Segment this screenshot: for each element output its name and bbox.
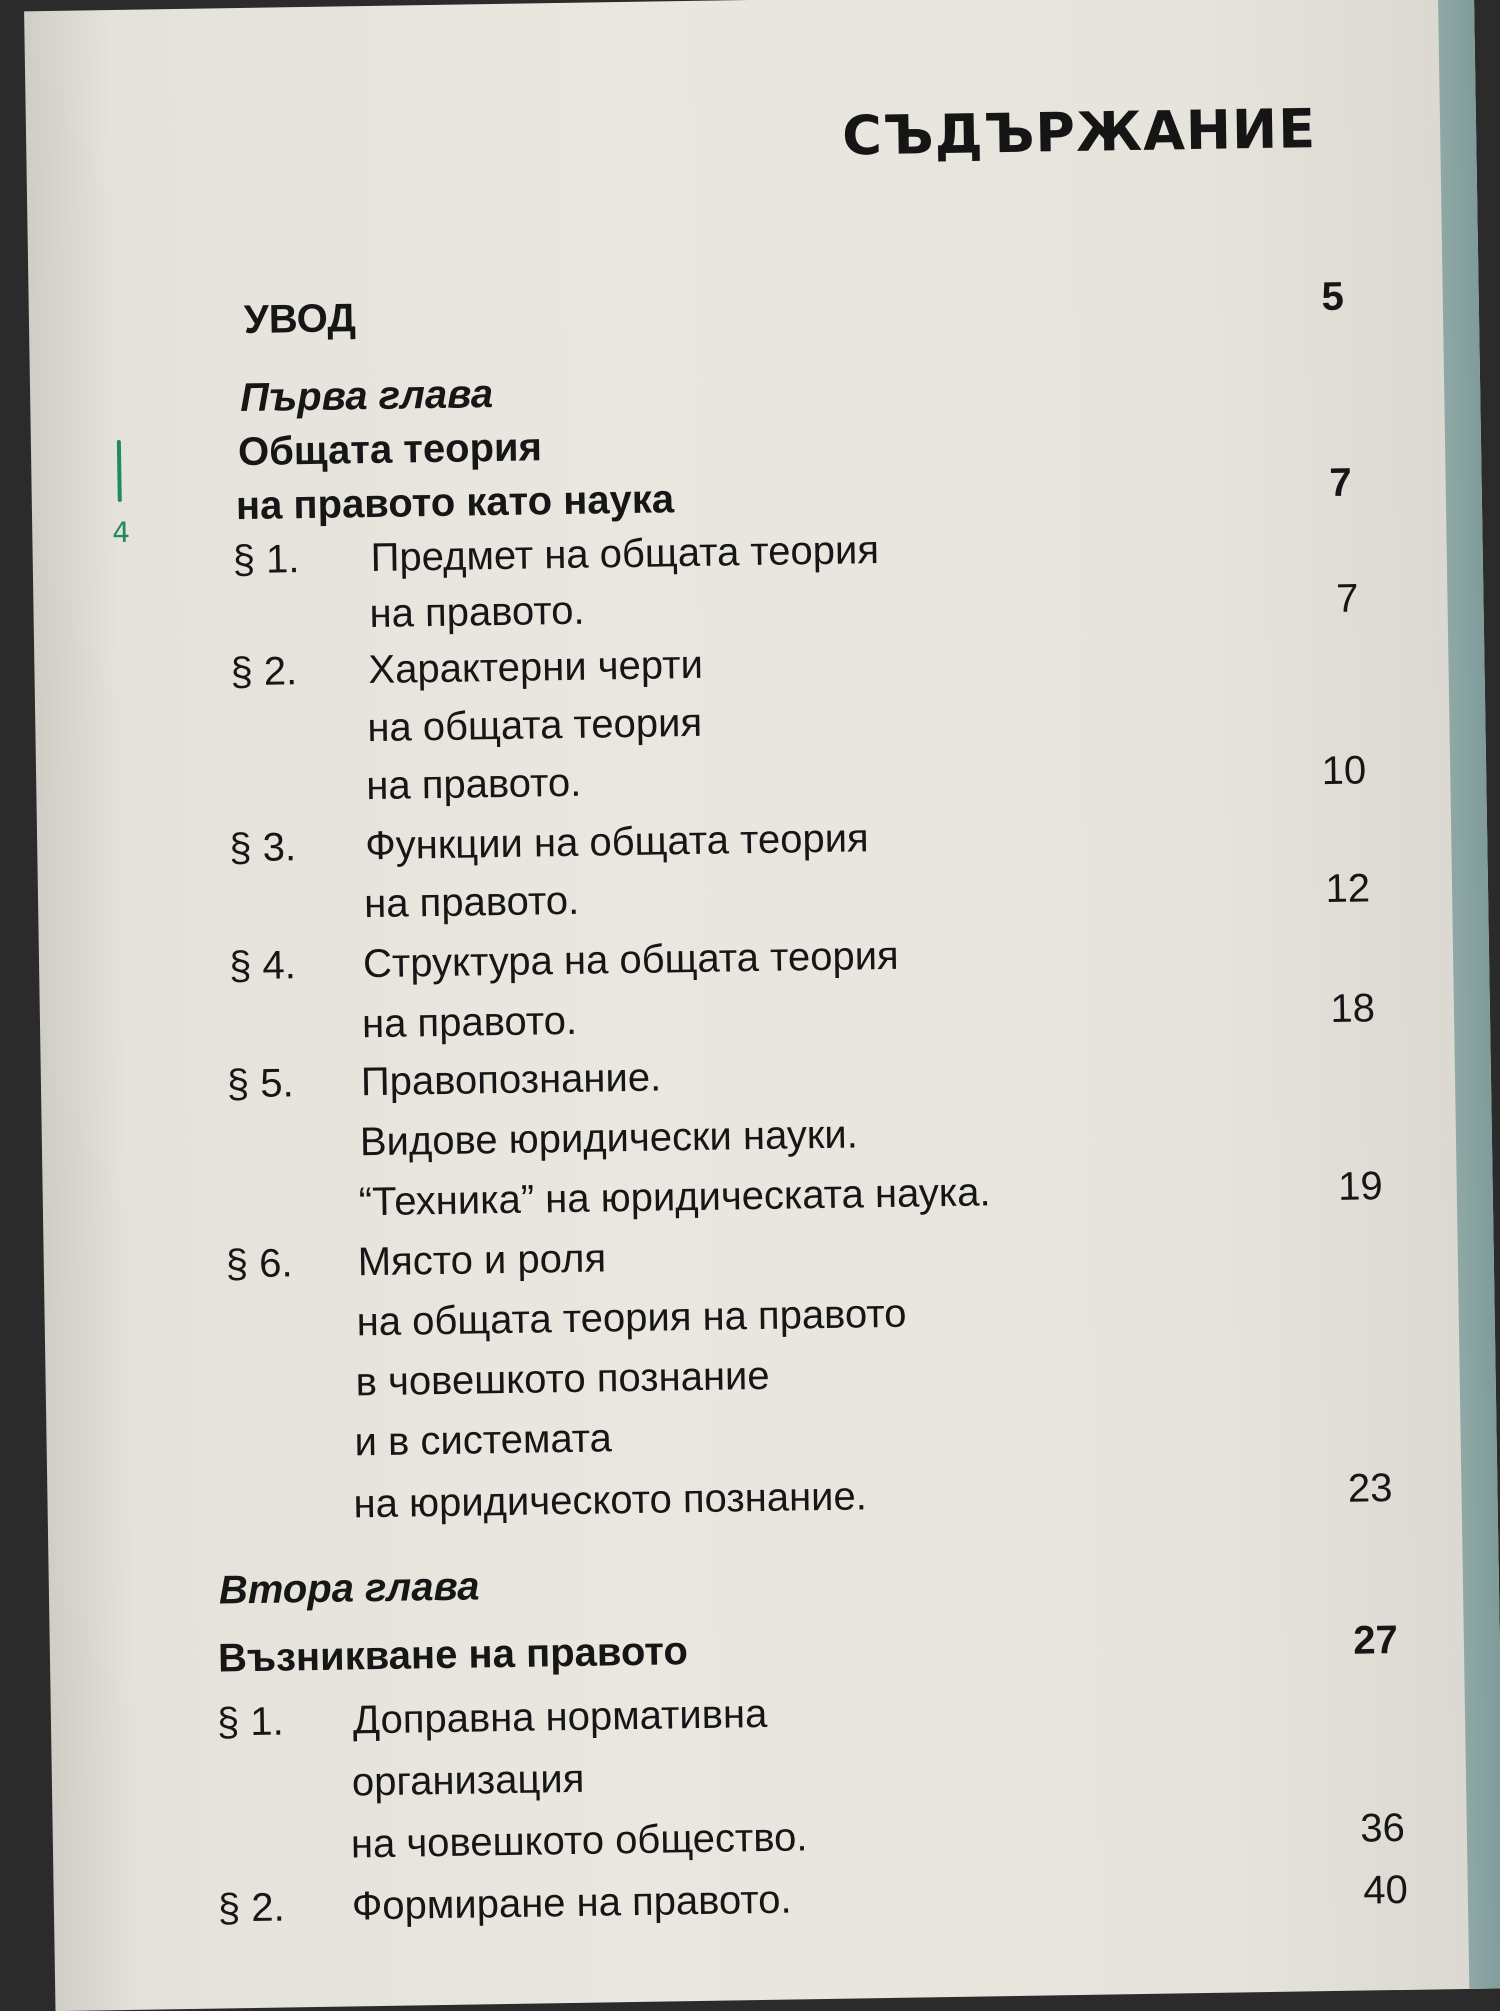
margin-note-number: 4 bbox=[112, 515, 131, 550]
section-2-page: 10 bbox=[1321, 748, 1367, 794]
section-3-line-1: Функции на общата теория bbox=[364, 816, 869, 869]
chapter2-section-1-line-2: организация bbox=[351, 1756, 585, 1805]
chapter2-section-2-line-1: Формиране на правото. bbox=[351, 1877, 792, 1929]
chapter2-section-1-line-1: Доправна нормативна bbox=[352, 1691, 768, 1743]
chapter1-label: Първа глава bbox=[239, 372, 494, 421]
intro-label: УВОД bbox=[243, 296, 357, 342]
section-4-line-1: Структура на общата теория bbox=[362, 933, 899, 987]
section-4-page: 18 bbox=[1330, 986, 1376, 1031]
chapter2-section-1-line-3: на човешкото общество. bbox=[350, 1815, 808, 1867]
chapter2-section-1-page: 36 bbox=[1359, 1805, 1406, 1851]
section-5-mark: § 5. bbox=[226, 1061, 295, 1107]
book-page bbox=[24, 0, 1500, 2011]
chapter2-section-2-mark: § 2. bbox=[217, 1885, 285, 1931]
section-6-line-2: на общата теория на правото bbox=[356, 1291, 907, 1345]
section-5-line-2: Видове юридически науки. bbox=[359, 1112, 859, 1165]
section-3-line-2: на правото. bbox=[363, 878, 580, 927]
section-4-line-2: на правото. bbox=[361, 998, 578, 1047]
section-2-mark: § 2. bbox=[230, 649, 298, 695]
page-title: СЪДЪРЖАНИЕ bbox=[841, 97, 1317, 168]
section-5-line-3: “Техника” на юридическата наука. bbox=[358, 1170, 991, 1225]
section-1-line-1: Предмет на общата теория bbox=[370, 528, 880, 581]
chapter2-section-1-mark: § 1. bbox=[216, 1699, 285, 1745]
section-1-mark: § 1. bbox=[232, 537, 300, 583]
intro-page: 5 bbox=[1321, 274, 1345, 320]
section-3-mark: § 3. bbox=[228, 825, 297, 871]
section-6-line-4: и в системата bbox=[354, 1416, 613, 1465]
section-2-line-2: на общата теория bbox=[367, 700, 703, 751]
section-6-page: 23 bbox=[1347, 1466, 1393, 1511]
chapter2-section-2-page: 40 bbox=[1362, 1867, 1409, 1913]
section-6-line-1: Място и роля bbox=[357, 1236, 607, 1285]
section-6-line-5: на юридическото познание. bbox=[353, 1474, 868, 1527]
chapter2-page: 27 bbox=[1353, 1618, 1399, 1663]
section-4-mark: § 4. bbox=[228, 943, 297, 989]
section-1-page: 7 bbox=[1335, 576, 1359, 621]
chapter1-page: 7 bbox=[1329, 460, 1353, 505]
chapter1-title-line2: на правото като наука bbox=[235, 477, 675, 529]
chapter1-title-line1: Общата теория bbox=[237, 425, 543, 475]
section-5-page: 19 bbox=[1337, 1164, 1384, 1209]
section-1-line-2: на правото. bbox=[369, 588, 585, 637]
section-6-mark: § 6. bbox=[225, 1241, 293, 1287]
section-6-line-3: в човешкото познание bbox=[355, 1353, 770, 1405]
section-2-line-3: на правото. bbox=[365, 760, 582, 809]
section-3-page: 12 bbox=[1325, 866, 1371, 912]
section-5-line-1: Правопознание. bbox=[360, 1055, 662, 1105]
margin-line-mark bbox=[117, 440, 122, 502]
page-edge bbox=[1438, 0, 1500, 1989]
section-2-line-1: Характерни черти bbox=[368, 642, 704, 693]
chapter2-title: Възникване на правото bbox=[217, 1629, 689, 1681]
chapter2-label: Втора глава bbox=[218, 1564, 480, 1613]
